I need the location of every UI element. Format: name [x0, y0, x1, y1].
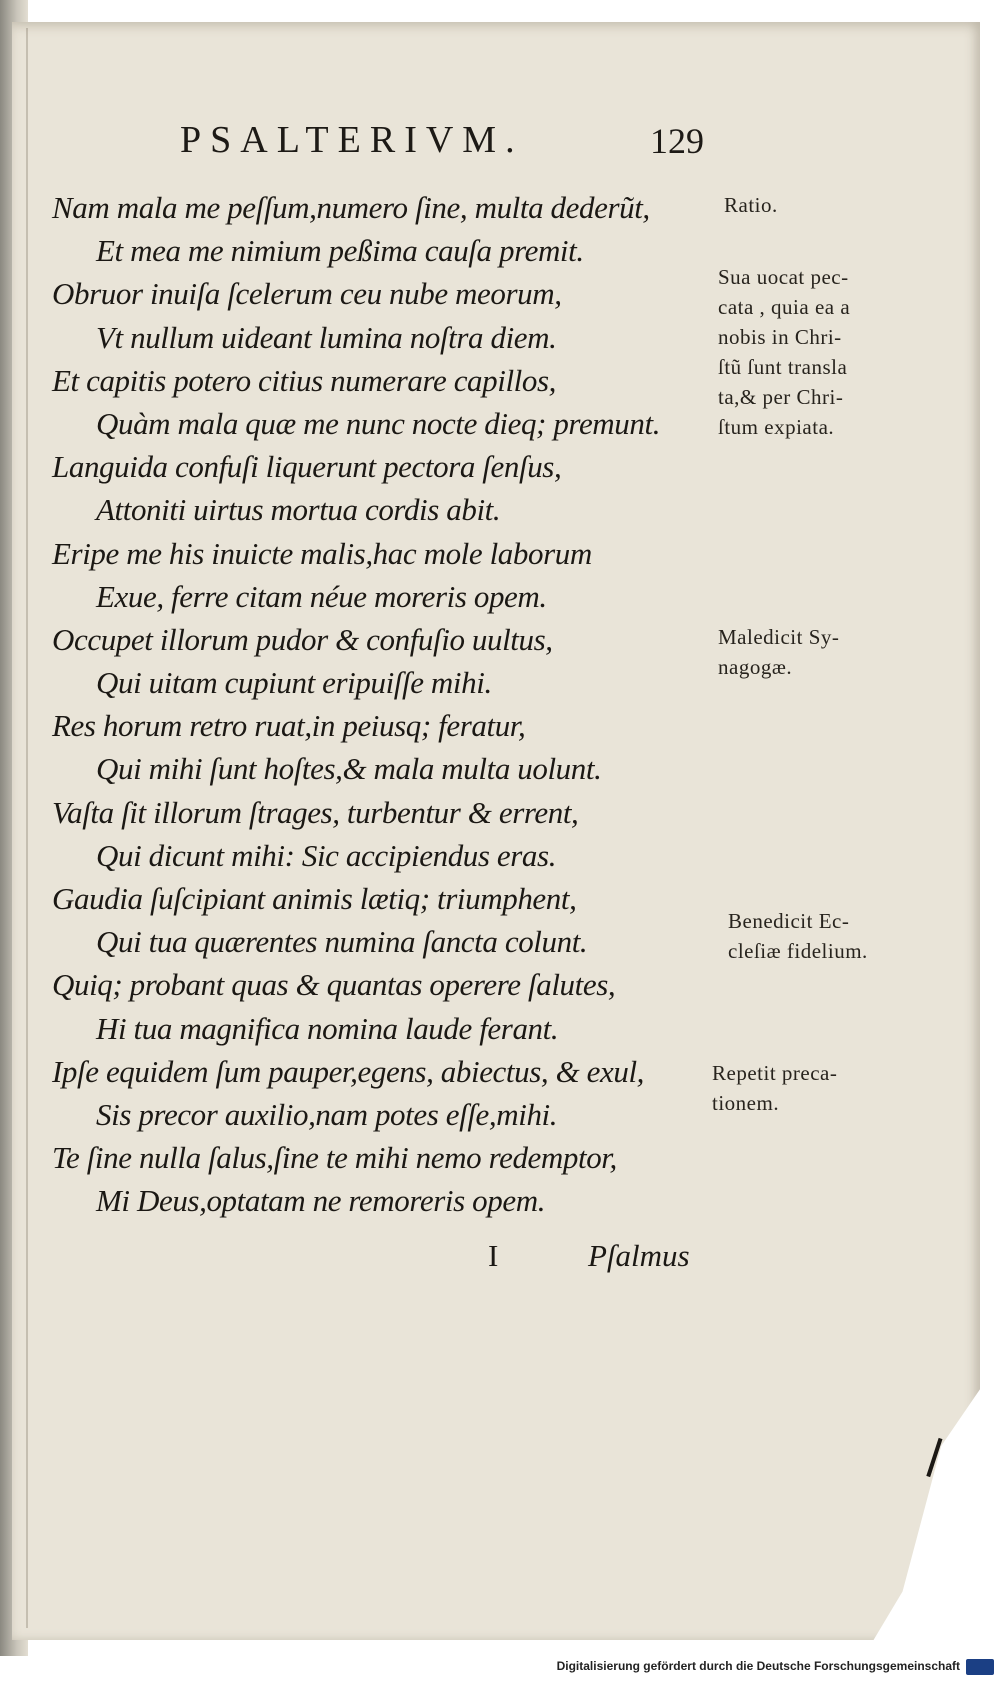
verse-line: Exue, ferre citam néue moreris opem. [96, 578, 547, 614]
verse-line: Hi tua magnifica nomina laude ferant. [96, 1010, 559, 1046]
footer-credit: Digitalisierung gefördert durch die Deutsche Forschungsgemeinschaft [556, 1659, 960, 1673]
signature-mark: I [488, 1238, 499, 1273]
verse-line: Vt nullum uideant lumina noſtra diem. [96, 319, 557, 355]
running-title: PSALTERIVM. [180, 119, 524, 161]
verse-line: Ipſe equidem ſum pauper,egens, abiectus, & exul, [52, 1053, 645, 1089]
verse-line: Occupet illorum pudor & confuſio uultus, [52, 621, 553, 657]
verse-line: Vaſta ſit illorum ſtrages, turbentur & errent, [52, 794, 579, 830]
verse-line: Et mea me nimium peßima cauſa premit. [96, 233, 584, 269]
verse-line: Res horum retro ruat,in peiusq; feratur, [52, 708, 526, 744]
verse-line: Gaudia ſuſcipiant animis lætiq; triumphent, [52, 881, 577, 916]
verse-line: Eripe me his inuicte malis,hac mole laborum [52, 535, 592, 571]
catchword-row [480, 1238, 720, 1288]
verse-line: Attoniti uirtus mortua cordis abit. [96, 492, 501, 528]
verse-line: Mi Deus,optatam ne remoreris opem. [96, 1183, 546, 1219]
marginal-note: Sua uocat pec- cata , quia ea a nobis in Chri- ſtũ ſunt transla ta,& per Chri- ſtum expiata. [718, 265, 851, 439]
verse-line: Languida confuſi liquerunt pectora ſenſus, [52, 449, 562, 485]
verse-block [52, 186, 712, 1223]
verse-line: Qui uitam cupiunt eripuiſſe mihi. [96, 665, 492, 701]
verse-line: Qui mihi ſunt hoſtes,& mala multa uolunt. [96, 751, 602, 787]
marginal-note: Benedicit Ec- cleſiæ fidelium. [728, 909, 868, 963]
verse-line: Qui tua quærentes numina ſancta colunt. [96, 924, 588, 960]
digitization-footer [0, 1656, 1000, 1682]
verse-line: Obruor inuiſa ſcelerum ceu nube meorum, [52, 276, 562, 312]
verse-line: Te ſine nulla ſalus,ſine te mihi nemo redemptor, [52, 1140, 617, 1176]
page-edge-line [26, 28, 28, 1628]
verse-line: Et capitis potero citius numerare capillos, [52, 362, 557, 398]
verse-line: Quàm mala quæ me nunc nocte dieq; premunt. [96, 405, 661, 441]
marginal-note: Maledicit Sy- nagogæ. [718, 625, 840, 679]
verse-line: Quiq; probant quas & quantas operere ſalutes, [52, 967, 616, 1003]
marginal-note: Ratio. [724, 193, 778, 217]
verse-line: Nam mala me peſſum,numero ſine, multa dederũt, [52, 190, 650, 225]
marginal-note: Repetit preca- tionem. [712, 1061, 838, 1115]
dfg-logo [966, 1659, 994, 1675]
verse-line: Qui dicunt mihi: Sic accipiendus eras. [96, 837, 557, 873]
page-number: 129 [650, 121, 704, 161]
verse-line: Sis precor auxilio,nam potes eſſe,mihi. [96, 1096, 558, 1132]
catchword: Pſalmus [588, 1238, 690, 1273]
page-header [180, 118, 704, 168]
